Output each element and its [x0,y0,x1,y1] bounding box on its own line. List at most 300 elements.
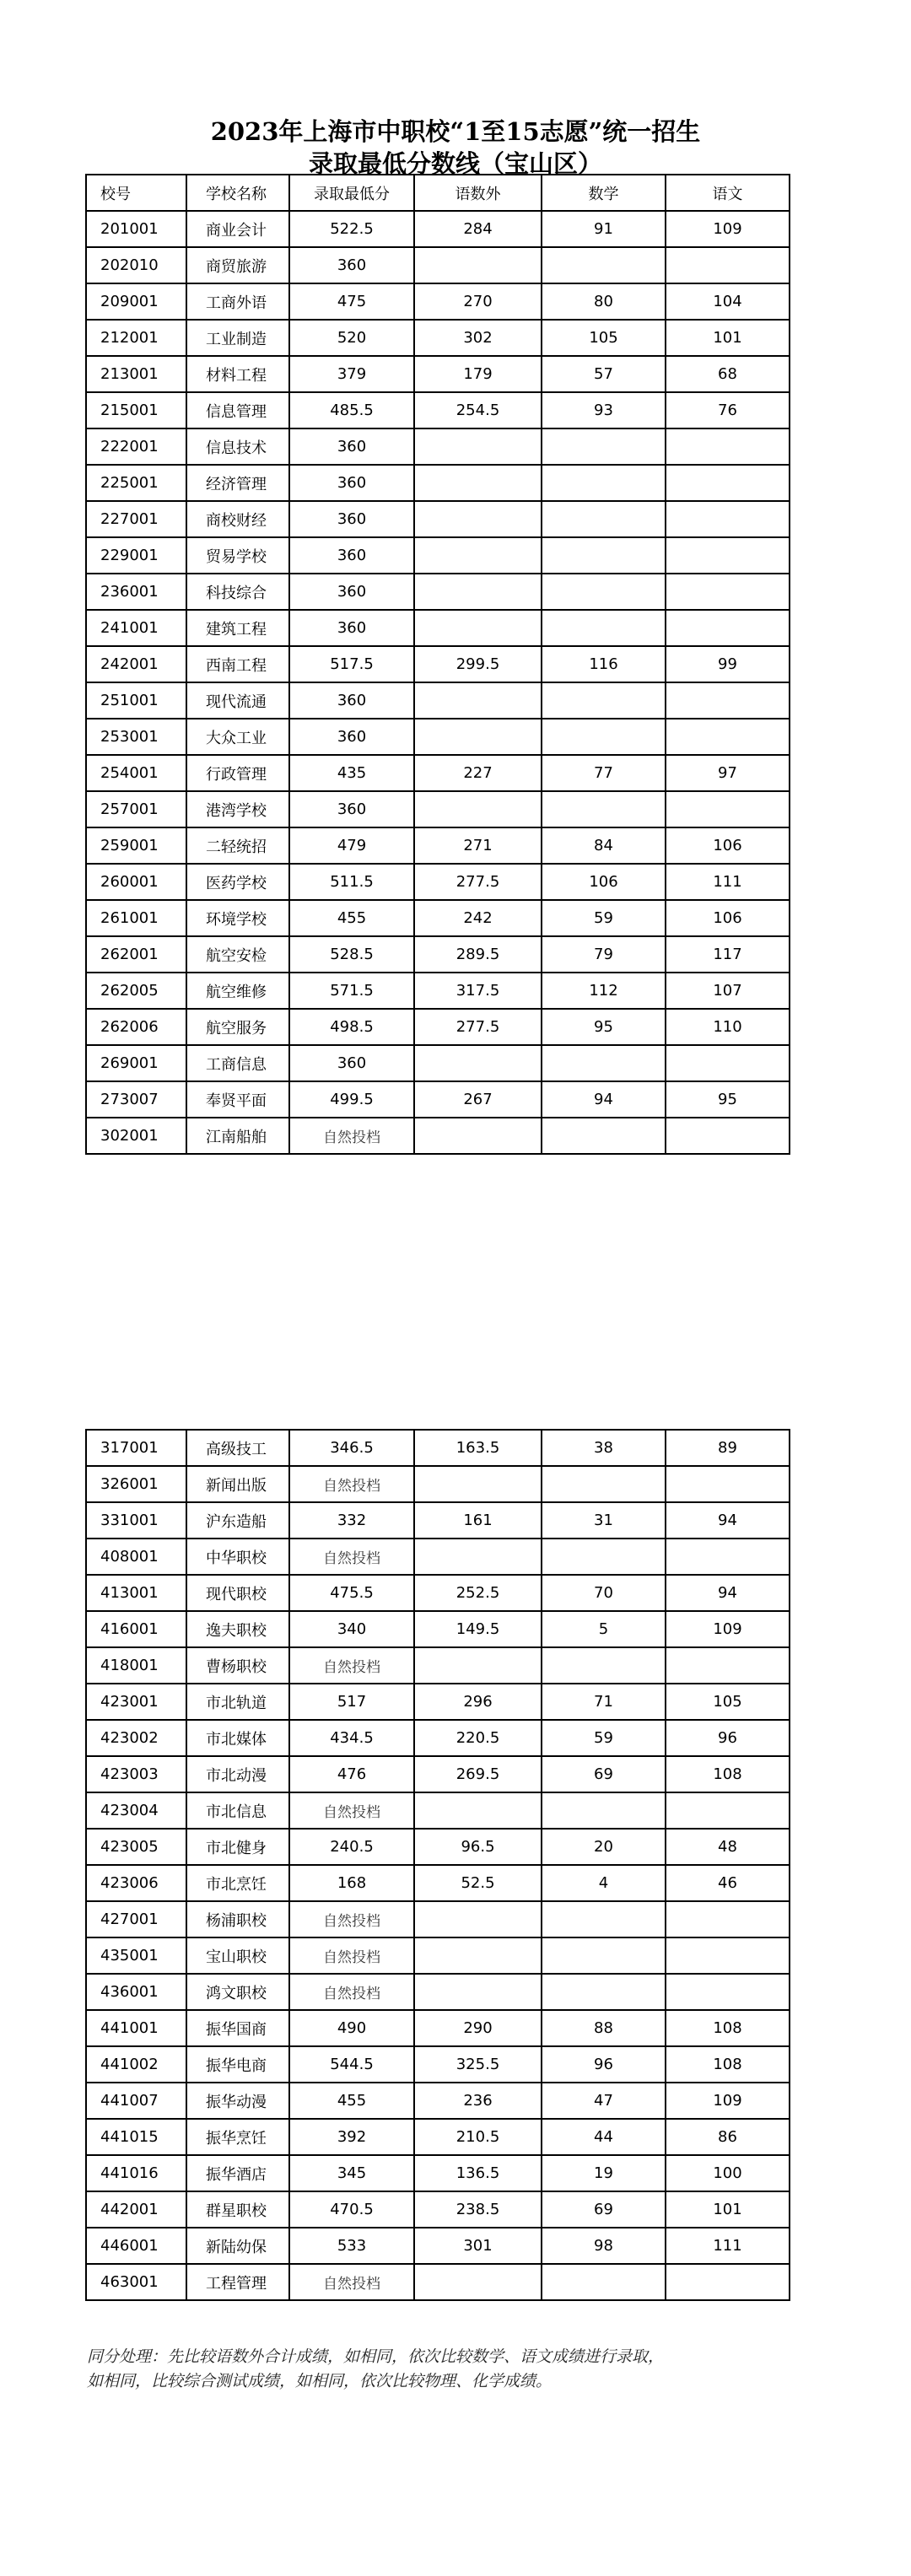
table-row [86,682,790,719]
school-name-cell: 工商信息 [186,1045,289,1081]
chn-math-eng-cell [414,1647,542,1684]
school-code-cell: 262006 [86,1009,186,1045]
school-code-cell: 317001 [86,1430,186,1466]
table-row [86,791,790,827]
school-code-cell: 269001 [86,1045,186,1081]
chinese-score-cell: 89 [666,1430,790,1466]
school-name-cell: 工商外语 [186,283,289,320]
school-code-cell: 423006 [86,1865,186,1901]
school-name-cell: 奉贤平面 [186,1081,289,1118]
math-score-cell: 71 [542,1684,666,1720]
math-score-cell: 59 [542,1720,666,1756]
table-row [86,537,790,574]
table-row [86,864,790,900]
math-score-cell: 69 [542,2191,666,2228]
min-score-cell: 392 [289,2119,414,2155]
school-code-cell: 441002 [86,2046,186,2083]
page-title: 2023年上海市中职校“1至15志愿”统一招生 [210,117,701,146]
math-score-cell: 38 [542,1430,666,1466]
school-name-cell: 西南工程 [186,646,289,682]
min-score-cell: 455 [289,900,414,936]
school-code-cell: 418001 [86,1647,186,1684]
min-score-cell: 475.5 [289,1575,414,1611]
school-code-cell: 229001 [86,537,186,574]
table-row [86,1974,790,2010]
school-code-cell: 273007 [86,1081,186,1118]
min-score-cell: 571.5 [289,973,414,1009]
min-score-cell: 485.5 [289,392,414,428]
math-score-cell: 31 [542,1502,666,1539]
school-code-cell: 441015 [86,2119,186,2155]
table-row [86,2228,790,2264]
math-score-cell: 19 [542,2155,666,2191]
chn-math-eng-cell [414,719,542,755]
table-row [86,428,790,465]
table-row [86,574,790,610]
chinese-score-cell [666,2264,790,2300]
chinese-score-cell: 97 [666,755,790,791]
table-row [86,1118,790,1154]
school-code-cell: 212001 [86,320,186,356]
chn-math-eng-cell: 301 [414,2228,542,2264]
chinese-score-cell [666,574,790,610]
table-row [86,973,790,1009]
school-name-cell: 航空安检 [186,936,289,973]
chinese-score-cell: 94 [666,1502,790,1539]
school-code-cell: 463001 [86,2264,186,2300]
chinese-score-cell: 101 [666,320,790,356]
chn-math-eng-cell: 252.5 [414,1575,542,1611]
math-score-cell [542,1466,666,1502]
min-score-cell: 168 [289,1865,414,1901]
table-row [86,2191,790,2228]
min-score-cell: 379 [289,356,414,392]
math-score-cell: 80 [542,283,666,320]
min-score-cell: 345 [289,2155,414,2191]
min-score-cell: 520 [289,320,414,356]
min-score-cell: 435 [289,755,414,791]
school-name-cell: 振华国商 [186,2010,289,2046]
admission-table-part2 [85,1429,790,2301]
school-name-cell: 经济管理 [186,465,289,501]
table-row [86,1684,790,1720]
math-score-cell: 95 [542,1009,666,1045]
school-code-cell: 262001 [86,936,186,973]
chn-math-eng-cell: 269.5 [414,1756,542,1792]
school-name-cell: 商校财经 [186,501,289,537]
school-code-cell: 251001 [86,682,186,719]
header-school-code: 校号 [86,175,186,211]
chinese-score-cell: 99 [666,646,790,682]
math-score-cell [542,574,666,610]
school-name-cell: 群星职校 [186,2191,289,2228]
chinese-score-cell: 95 [666,1081,790,1118]
header-min-score: 录取最低分 [289,175,414,211]
school-code-cell: 326001 [86,1466,186,1502]
chinese-score-cell: 105 [666,1684,790,1720]
school-code-cell: 253001 [86,719,186,755]
math-score-cell: 96 [542,2046,666,2083]
table-row [86,900,790,936]
min-score-cell: 360 [289,574,414,610]
table-row [86,1647,790,1684]
school-code-cell: 262005 [86,973,186,1009]
school-name-cell: 医药学校 [186,864,289,900]
school-name-cell: 新闻出版 [186,1466,289,1502]
chn-math-eng-cell: 267 [414,1081,542,1118]
min-score-cell: 360 [289,610,414,646]
school-code-cell: 302001 [86,1118,186,1154]
min-score-cell: 360 [289,682,414,719]
math-score-cell: 4 [542,1865,666,1901]
math-score-cell: 91 [542,211,666,247]
tie-break-note-line2: 如相同，比较综合测试成绩，如相同，依次比较物理、化学成绩。 [87,2372,553,2390]
chn-math-eng-cell [414,1539,542,1575]
chn-math-eng-cell: 284 [414,211,542,247]
table-row [86,1045,790,1081]
min-score-cell: 360 [289,719,414,755]
chn-math-eng-cell: 236 [414,2083,542,2119]
admission-table-part1 [85,174,790,1155]
chn-math-eng-cell [414,682,542,719]
table-row [86,646,790,682]
chinese-score-cell: 109 [666,1611,790,1647]
chinese-score-cell: 111 [666,2228,790,2264]
chinese-score-cell: 76 [666,392,790,428]
school-code-cell: 331001 [86,1502,186,1539]
math-score-cell [542,610,666,646]
chinese-score-cell: 109 [666,211,790,247]
table-row [86,755,790,791]
table-row [86,1611,790,1647]
min-score-cell: 360 [289,465,414,501]
table-row [86,1466,790,1502]
chn-math-eng-cell [414,1974,542,2010]
math-score-cell: 94 [542,1081,666,1118]
school-code-cell: 413001 [86,1575,186,1611]
school-code-cell: 201001 [86,211,186,247]
school-name-cell: 航空维修 [186,973,289,1009]
school-name-cell: 振华动漫 [186,2083,289,2119]
school-name-cell: 杨浦职校 [186,1901,289,1937]
min-score-cell: 自然投档 [289,1937,414,1974]
math-score-cell: 105 [542,320,666,356]
school-code-cell: 436001 [86,1974,186,2010]
school-name-cell: 高级技工 [186,1430,289,1466]
chinese-score-cell [666,610,790,646]
math-score-cell: 79 [542,936,666,973]
min-score-cell: 490 [289,2010,414,2046]
chn-math-eng-cell: 254.5 [414,392,542,428]
school-name-cell: 逸夫职校 [186,1611,289,1647]
chn-math-eng-cell: 210.5 [414,2119,542,2155]
school-name-cell: 大众工业 [186,719,289,755]
min-score-cell: 自然投档 [289,1539,414,1575]
school-name-cell: 沪东造船 [186,1502,289,1539]
school-code-cell: 442001 [86,2191,186,2228]
page-subtitle: 录取最低分数线（宝山区） [308,149,602,178]
min-score-cell: 332 [289,1502,414,1539]
school-name-cell: 振华烹饪 [186,2119,289,2155]
chinese-score-cell [666,719,790,755]
min-score-cell: 360 [289,428,414,465]
math-score-cell: 84 [542,827,666,864]
chinese-score-cell: 86 [666,2119,790,2155]
math-score-cell: 70 [542,1575,666,1611]
school-code-cell: 441016 [86,2155,186,2191]
chn-math-eng-cell [414,574,542,610]
chn-math-eng-cell: 163.5 [414,1430,542,1466]
school-code-cell: 222001 [86,428,186,465]
chn-math-eng-cell: 161 [414,1502,542,1539]
chn-math-eng-cell [414,791,542,827]
chinese-score-cell [666,1647,790,1684]
min-score-cell: 自然投档 [289,2264,414,2300]
math-score-cell: 106 [542,864,666,900]
min-score-cell: 476 [289,1756,414,1792]
table-row [86,827,790,864]
school-code-cell: 260001 [86,864,186,900]
school-name-cell: 市北媒体 [186,1720,289,1756]
chinese-score-cell: 108 [666,1756,790,1792]
chinese-score-cell [666,537,790,574]
min-score-cell: 346.5 [289,1430,414,1466]
school-code-cell: 427001 [86,1901,186,1937]
school-code-cell: 259001 [86,827,186,864]
chinese-score-cell: 108 [666,2046,790,2083]
chinese-score-cell: 104 [666,283,790,320]
table-row [86,1756,790,1792]
chinese-score-cell [666,1466,790,1502]
chn-math-eng-cell: 296 [414,1684,542,1720]
math-score-cell: 98 [542,2228,666,2264]
chn-math-eng-cell [414,1937,542,1974]
school-name-cell: 市北信息 [186,1792,289,1829]
table-row [86,1009,790,1045]
table-row [86,1829,790,1865]
chn-math-eng-cell: 302 [414,320,542,356]
min-score-cell: 自然投档 [289,1647,414,1684]
school-name-cell: 信息管理 [186,392,289,428]
table-row [86,1539,790,1575]
school-code-cell: 441001 [86,2010,186,2046]
min-score-cell: 544.5 [289,2046,414,2083]
table-row [86,610,790,646]
school-code-cell: 423004 [86,1792,186,1829]
chn-math-eng-cell: 136.5 [414,2155,542,2191]
school-code-cell: 416001 [86,1611,186,1647]
chinese-score-cell: 106 [666,900,790,936]
school-name-cell: 振华电商 [186,2046,289,2083]
chn-math-eng-cell [414,428,542,465]
chn-math-eng-cell [414,1045,542,1081]
min-score-cell: 360 [289,501,414,537]
math-score-cell: 44 [542,2119,666,2155]
min-score-cell: 360 [289,1045,414,1081]
chn-math-eng-cell: 149.5 [414,1611,542,1647]
chinese-score-cell: 117 [666,936,790,973]
chn-math-eng-cell: 271 [414,827,542,864]
min-score-cell: 455 [289,2083,414,2119]
table-row [86,1720,790,1756]
school-code-cell: 242001 [86,646,186,682]
chinese-score-cell: 108 [666,2010,790,2046]
chn-math-eng-cell [414,537,542,574]
school-name-cell: 曹杨职校 [186,1647,289,1684]
header-chinese-score: 语文 [666,175,790,211]
chn-math-eng-cell [414,465,542,501]
math-score-cell: 5 [542,1611,666,1647]
school-code-cell: 441007 [86,2083,186,2119]
table-row [86,2155,790,2191]
chn-math-eng-cell: 227 [414,755,542,791]
chn-math-eng-cell [414,1792,542,1829]
table-row [86,356,790,392]
chinese-score-cell: 107 [666,973,790,1009]
chinese-score-cell: 96 [666,1720,790,1756]
min-score-cell: 499.5 [289,1081,414,1118]
chinese-score-cell [666,1118,790,1154]
school-code-cell: 446001 [86,2228,186,2264]
chinese-score-cell [666,465,790,501]
min-score-cell: 475 [289,283,414,320]
math-score-cell [542,682,666,719]
min-score-cell: 528.5 [289,936,414,973]
table-row [86,247,790,283]
min-score-cell: 自然投档 [289,1974,414,2010]
math-score-cell [542,1118,666,1154]
header-chn-math-eng: 语数外 [414,175,542,211]
chinese-score-cell: 101 [666,2191,790,2228]
math-score-cell [542,1539,666,1575]
chn-math-eng-cell: 52.5 [414,1865,542,1901]
min-score-cell: 511.5 [289,864,414,900]
school-name-cell: 江南船舶 [186,1118,289,1154]
table-row [86,1937,790,1974]
math-score-cell: 69 [542,1756,666,1792]
school-code-cell: 423001 [86,1684,186,1720]
school-name-cell: 行政管理 [186,755,289,791]
min-score-cell: 498.5 [289,1009,414,1045]
table-row [86,2264,790,2300]
math-score-cell: 112 [542,973,666,1009]
min-score-cell: 517 [289,1684,414,1720]
math-score-cell [542,1045,666,1081]
chinese-score-cell [666,791,790,827]
school-code-cell: 423005 [86,1829,186,1865]
chinese-score-cell [666,682,790,719]
min-score-cell: 517.5 [289,646,414,682]
school-code-cell: 423002 [86,1720,186,1756]
school-name-cell: 二轻统招 [186,827,289,864]
chinese-score-cell: 46 [666,1865,790,1901]
chinese-score-cell: 111 [666,864,790,900]
school-code-cell: 261001 [86,900,186,936]
school-name-cell: 中华职校 [186,1539,289,1575]
school-name-cell: 市北健身 [186,1829,289,1865]
math-score-cell: 47 [542,2083,666,2119]
math-score-cell: 77 [542,755,666,791]
chn-math-eng-cell: 179 [414,356,542,392]
school-name-cell: 材料工程 [186,356,289,392]
min-score-cell: 522.5 [289,211,414,247]
math-score-cell [542,428,666,465]
min-score-cell: 自然投档 [289,1901,414,1937]
math-score-cell [542,537,666,574]
school-name-cell: 市北烹饪 [186,1865,289,1901]
table-row [86,719,790,755]
math-score-cell: 93 [542,392,666,428]
chinese-score-cell: 106 [666,827,790,864]
chinese-score-cell: 48 [666,1829,790,1865]
school-name-cell: 建筑工程 [186,610,289,646]
chn-math-eng-cell: 238.5 [414,2191,542,2228]
school-name-cell: 贸易学校 [186,537,289,574]
school-name-cell: 科技综合 [186,574,289,610]
chn-math-eng-cell: 299.5 [414,646,542,682]
chinese-score-cell [666,1937,790,1974]
chn-math-eng-cell: 270 [414,283,542,320]
min-score-cell: 434.5 [289,1720,414,1756]
chinese-score-cell [666,1792,790,1829]
school-name-cell: 商贸旅游 [186,247,289,283]
chn-math-eng-cell: 242 [414,900,542,936]
math-score-cell [542,465,666,501]
header-math-score: 数学 [542,175,666,211]
chn-math-eng-cell: 325.5 [414,2046,542,2083]
chinese-score-cell: 110 [666,1009,790,1045]
school-code-cell: 257001 [86,791,186,827]
school-name-cell: 振华酒店 [186,2155,289,2191]
chn-math-eng-cell: 96.5 [414,1829,542,1865]
min-score-cell: 360 [289,791,414,827]
chinese-score-cell [666,1539,790,1575]
chinese-score-cell [666,1045,790,1081]
school-code-cell: 215001 [86,392,186,428]
min-score-cell: 360 [289,247,414,283]
min-score-cell: 自然投档 [289,1792,414,1829]
school-code-cell: 209001 [86,283,186,320]
school-name-cell: 新陆幼保 [186,2228,289,2264]
school-name-cell: 市北动漫 [186,1756,289,1792]
math-score-cell [542,1792,666,1829]
tie-break-note [87,2345,795,2394]
math-score-cell [542,1647,666,1684]
school-name-cell: 工程管理 [186,2264,289,2300]
math-score-cell [542,1937,666,1974]
school-name-cell: 现代职校 [186,1575,289,1611]
chinese-score-cell [666,1901,790,1937]
header-school-name: 学校名称 [186,175,289,211]
table-header-row [86,175,790,211]
table-row [86,1575,790,1611]
table-row [86,936,790,973]
chn-math-eng-cell [414,1466,542,1502]
math-score-cell [542,501,666,537]
chn-math-eng-cell: 277.5 [414,1009,542,1045]
school-name-cell: 信息技术 [186,428,289,465]
school-name-cell: 工业制造 [186,320,289,356]
school-code-cell: 408001 [86,1539,186,1575]
school-name-cell: 现代流通 [186,682,289,719]
chn-math-eng-cell: 277.5 [414,864,542,900]
math-score-cell: 20 [542,1829,666,1865]
school-name-cell: 航空服务 [186,1009,289,1045]
school-code-cell: 213001 [86,356,186,392]
min-score-cell: 533 [289,2228,414,2264]
table-row [86,320,790,356]
table-row [86,2046,790,2083]
